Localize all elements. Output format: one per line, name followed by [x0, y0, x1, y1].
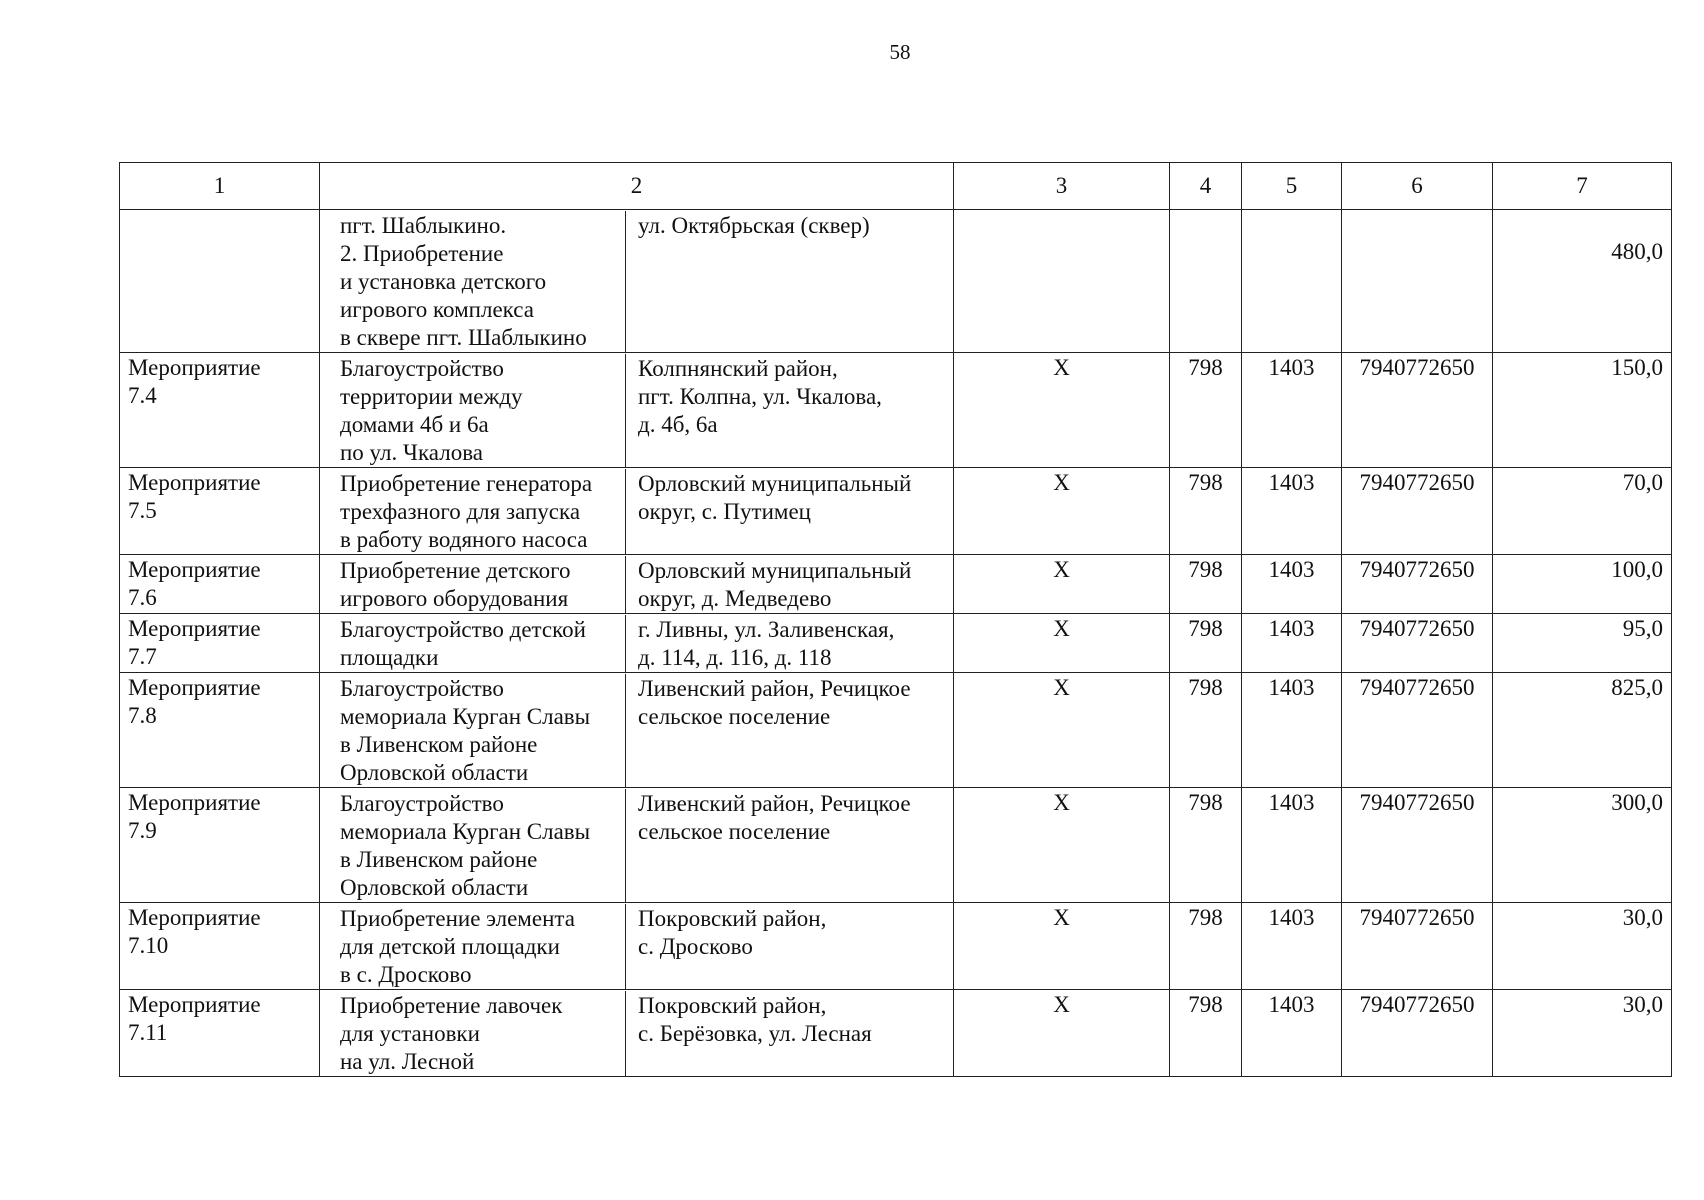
col6-cell: 7940772650: [1342, 468, 1493, 555]
description-cell: Благоустройство мемориала Курган Славы в Ливенском районе Орловской области: [328, 789, 626, 902]
description-location-cell: [320, 903, 954, 990]
amount-cell: 70,0: [1493, 468, 1672, 555]
col4-cell: 798: [1170, 555, 1242, 614]
event-cell: Мероприятие 7.10: [120, 903, 320, 990]
description-cell: Благоустройство детской площадки: [328, 615, 626, 672]
column-header-2: 2: [320, 163, 954, 210]
location-cell: Ливенский район, Речицкое сельское поселение: [638, 676, 911, 729]
location-cell: г. Ливны, ул. Заливенская, д. 114, д. 116, д. 118: [638, 617, 895, 670]
column-header-7: 7: [1493, 163, 1672, 210]
table-row: [120, 210, 1672, 353]
col5-cell: 1403: [1242, 353, 1342, 468]
col3-cell: Х: [954, 555, 1170, 614]
table-row: [120, 788, 1672, 903]
event-cell: Мероприятие 7.5: [120, 468, 320, 555]
col3-cell: Х: [954, 990, 1170, 1077]
column-header-6: 6: [1342, 163, 1493, 210]
col5-cell: 1403: [1242, 555, 1342, 614]
col4-cell: 798: [1170, 990, 1242, 1077]
description-cell: Приобретение детского игрового оборудования: [328, 556, 626, 613]
description-cell: Приобретение лавочек для установки на ул. Лесной: [328, 991, 626, 1076]
col6-cell: 7940772650: [1342, 673, 1493, 788]
description-location-cell: [320, 990, 954, 1077]
description-location-cell: [320, 210, 954, 353]
col4-cell: 798: [1170, 903, 1242, 990]
col5-cell: 1403: [1242, 990, 1342, 1077]
col5-cell: 1403: [1242, 468, 1342, 555]
table-row: [120, 990, 1672, 1077]
col4-cell: [1170, 210, 1242, 353]
amount-cell: 30,0: [1493, 903, 1672, 990]
description-location-cell: [320, 614, 954, 673]
col4-cell: 798: [1170, 788, 1242, 903]
event-cell: Мероприятие 7.9: [120, 788, 320, 903]
event-cell: Мероприятие 7.7: [120, 614, 320, 673]
description-location-cell: [320, 788, 954, 903]
col5-cell: 1403: [1242, 673, 1342, 788]
col4-cell: 798: [1170, 614, 1242, 673]
col6-cell: 7940772650: [1342, 990, 1493, 1077]
table-row: [120, 468, 1672, 555]
location-cell: Ливенский район, Речицкое сельское поселение: [638, 791, 911, 844]
event-cell: Мероприятие 7.4: [120, 353, 320, 468]
header-row: [120, 163, 1672, 210]
location-cell: Покровский район, с. Дросково: [638, 906, 827, 959]
amount-cell: 300,0: [1493, 788, 1672, 903]
col4-cell: 798: [1170, 353, 1242, 468]
location-cell: Орловский муниципальный округ, с. Путимец: [638, 471, 912, 524]
description-cell: пгт. Шаблыкино. 2. Приобретение и установка детского игрового комплекса в сквере пгт. Шаблыкино: [328, 211, 626, 352]
amount-cell: 100,0: [1493, 555, 1672, 614]
description-cell: Благоустройство мемориала Курган Славы в Ливенском районе Орловской области: [328, 674, 626, 787]
location-cell: Орловский муниципальный округ, д. Медведево: [638, 558, 912, 611]
col5-cell: 1403: [1242, 788, 1342, 903]
event-cell: Мероприятие 7.11: [120, 990, 320, 1077]
event-cell: [120, 210, 320, 353]
table-row: [120, 614, 1672, 673]
col5-cell: 1403: [1242, 614, 1342, 673]
description-cell: Приобретение генератора трехфазного для запуска в работу водяного насоса: [328, 469, 626, 554]
col5-cell: [1242, 210, 1342, 353]
event-cell: Мероприятие 7.6: [120, 555, 320, 614]
column-header-4: 4: [1170, 163, 1242, 210]
event-cell: Мероприятие 7.8: [120, 673, 320, 788]
description-location-cell: [320, 468, 954, 555]
description-cell: Благоустройство территории между домами 4б и 6а по ул. Чкалова: [328, 354, 626, 467]
column-header-1: 1: [120, 163, 320, 210]
amount-cell: 30,0: [1493, 990, 1672, 1077]
table-row: [120, 673, 1672, 788]
col6-cell: 7940772650: [1342, 903, 1493, 990]
page-number: 58: [889, 40, 911, 64]
col3-cell: Х: [954, 788, 1170, 903]
col6-cell: [1342, 210, 1493, 353]
location-cell: ул. Октябрьская (сквер): [638, 213, 870, 238]
table-row: [120, 903, 1672, 990]
col6-cell: 7940772650: [1342, 614, 1493, 673]
amount-cell: 825,0: [1493, 673, 1672, 788]
col3-cell: Х: [954, 673, 1170, 788]
col3-cell: Х: [954, 468, 1170, 555]
col3-cell: Х: [954, 903, 1170, 990]
location-cell: Колпнянский район, пгт. Колпна, ул. Чкалова, д. 4б, 6а: [638, 356, 882, 437]
column-header-3: 3: [954, 163, 1170, 210]
description-cell: Приобретение элемента для детской площадки в с. Дросково: [328, 904, 626, 989]
col3-cell: Х: [954, 353, 1170, 468]
budget-table: [119, 162, 1672, 1077]
location-cell: Покровский район, с. Берёзовка, ул. Лесная: [638, 993, 872, 1046]
description-location-cell: [320, 673, 954, 788]
col5-cell: 1403: [1242, 903, 1342, 990]
description-location-cell: [320, 353, 954, 468]
col3-cell: Х: [954, 614, 1170, 673]
col6-cell: 7940772650: [1342, 788, 1493, 903]
col6-cell: 7940772650: [1342, 353, 1493, 468]
col4-cell: 798: [1170, 673, 1242, 788]
col3-cell: [954, 210, 1170, 353]
amount-cell: 95,0: [1493, 614, 1672, 673]
amount-cell: 150,0: [1493, 353, 1672, 468]
table-row: [120, 353, 1672, 468]
col6-cell: 7940772650: [1342, 555, 1493, 614]
table-row: [120, 555, 1672, 614]
amount-cell: 480,0: [1493, 210, 1672, 353]
column-header-5: 5: [1242, 163, 1342, 210]
description-location-cell: [320, 555, 954, 614]
col4-cell: 798: [1170, 468, 1242, 555]
